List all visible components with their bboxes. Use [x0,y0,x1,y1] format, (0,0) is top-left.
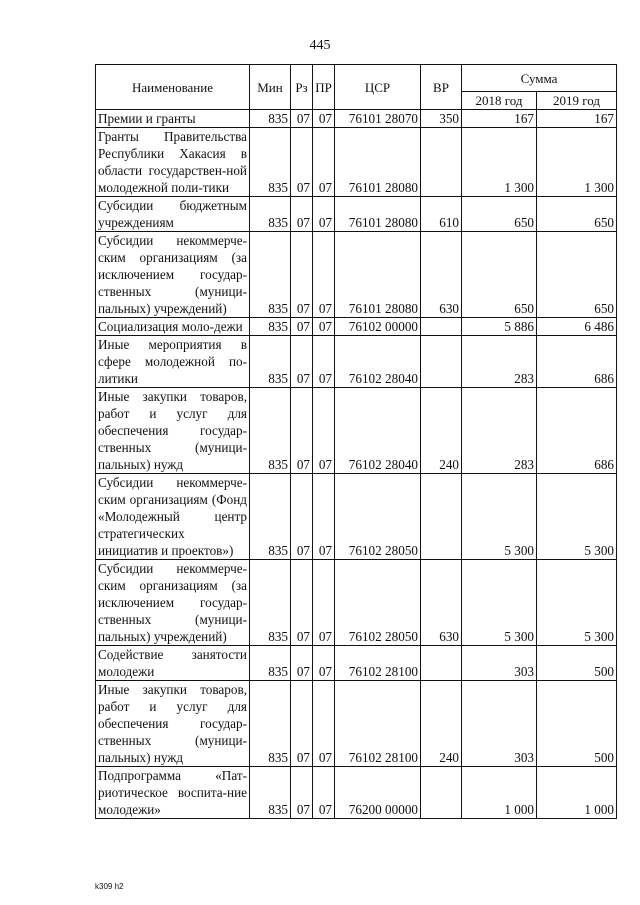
row-name: Иные закупки товаров, работ и услуг для обеспечения государ-ственных (муници-пальных) нужд [96,681,250,767]
row-2018: 283 [462,388,537,474]
row-rz: 07 [291,232,313,318]
row-pr: 07 [313,232,335,318]
row-min: 835 [250,646,291,681]
row-vr: 630 [421,560,462,646]
row-2018: 167 [462,110,537,128]
row-rz: 07 [291,197,313,232]
row-rz: 07 [291,767,313,819]
row-csr: 76102 28040 [335,388,421,474]
row-2018: 650 [462,197,537,232]
table-row [96,336,617,388]
row-vr: 630 [421,232,462,318]
row-rz: 07 [291,560,313,646]
row-rz: 07 [291,128,313,197]
row-csr: 76101 28080 [335,197,421,232]
table-row [96,128,617,197]
row-csr: 76101 28080 [335,232,421,318]
row-2018: 283 [462,336,537,388]
row-2018: 303 [462,646,537,681]
row-2018: 5 886 [462,318,537,336]
row-2018: 303 [462,681,537,767]
row-pr: 07 [313,646,335,681]
row-name: Субсидии некоммерче-ским организациям (Фонд «Молодежный центр стратегических инициатив и проектов») [96,474,250,560]
row-csr: 76101 28080 [335,128,421,197]
table-row [96,767,617,819]
row-rz: 07 [291,318,313,336]
row-vr: 610 [421,197,462,232]
header-pr: ПР [313,65,335,110]
table-row [96,197,617,232]
row-vr [421,474,462,560]
row-name: Премии и гранты [96,110,250,128]
row-min: 835 [250,560,291,646]
table-row [96,232,617,318]
row-2019: 650 [537,197,617,232]
row-min: 835 [250,128,291,197]
row-vr [421,318,462,336]
row-2019: 500 [537,646,617,681]
row-vr [421,336,462,388]
budget-table [95,64,617,819]
footer-code: k309 h2 [95,882,124,891]
row-2019: 686 [537,388,617,474]
table-row [96,474,617,560]
row-2019: 1 000 [537,767,617,819]
row-rz: 07 [291,110,313,128]
row-2019: 1 300 [537,128,617,197]
row-vr: 350 [421,110,462,128]
row-2018: 1 000 [462,767,537,819]
header-rz: Рз [291,65,313,110]
row-vr: 240 [421,681,462,767]
table-row [96,646,617,681]
row-name: Подпрограмма «Пат-риотическое воспита-ние молодежи» [96,767,250,819]
row-pr: 07 [313,110,335,128]
header-name: Наименование [96,65,250,110]
row-rz: 07 [291,646,313,681]
row-2018: 5 300 [462,474,537,560]
row-rz: 07 [291,336,313,388]
row-2018: 1 300 [462,128,537,197]
row-csr: 76102 28100 [335,681,421,767]
page-number: 445 [309,38,331,53]
row-pr: 07 [313,681,335,767]
row-2019: 650 [537,232,617,318]
row-2019: 500 [537,681,617,767]
row-name: Содействие занятости молодежи [96,646,250,681]
row-2019: 686 [537,336,617,388]
row-csr: 76102 28040 [335,336,421,388]
row-min: 835 [250,318,291,336]
row-csr: 76101 28070 [335,110,421,128]
header-2019: 2019 год [537,92,617,110]
row-csr: 76102 28050 [335,474,421,560]
row-min: 835 [250,474,291,560]
row-2018: 650 [462,232,537,318]
row-2019: 167 [537,110,617,128]
row-pr: 07 [313,388,335,474]
row-vr [421,646,462,681]
row-name: Гранты Правительства Республики Хакасия в области государствен-ной молодежной поли-тики [96,128,250,197]
table-row [96,560,617,646]
header-vr: ВР [421,65,462,110]
row-min: 835 [250,110,291,128]
row-2019: 5 300 [537,474,617,560]
row-name: Субсидии некоммерче-ским организациям (за исключением государ-ственных (муници-пальных) учреждений) [96,232,250,318]
row-pr: 07 [313,318,335,336]
header-2018: 2018 год [462,92,537,110]
row-2018: 5 300 [462,560,537,646]
row-rz: 07 [291,388,313,474]
row-min: 835 [250,681,291,767]
row-min: 835 [250,767,291,819]
row-2019: 6 486 [537,318,617,336]
row-rz: 07 [291,474,313,560]
table-row [96,388,617,474]
row-pr: 07 [313,560,335,646]
row-min: 835 [250,197,291,232]
row-min: 835 [250,336,291,388]
row-pr: 07 [313,128,335,197]
row-pr: 07 [313,197,335,232]
header-min: Мин [250,65,291,110]
row-vr: 240 [421,388,462,474]
row-csr: 76102 00000 [335,318,421,336]
row-csr: 76102 28050 [335,560,421,646]
row-name: Субсидии некоммерче-ским организациям (за исключением государ-ственных (муници-пальных) учреждений) [96,560,250,646]
row-vr [421,128,462,197]
row-2019: 5 300 [537,560,617,646]
header-csr: ЦСР [335,65,421,110]
header-sum: Сумма [462,65,617,92]
row-csr: 76200 00000 [335,767,421,819]
row-pr: 07 [313,767,335,819]
row-rz: 07 [291,681,313,767]
row-name: Социализация моло-дежи [96,318,250,336]
row-name: Субсидии бюджетным учреждениям [96,197,250,232]
row-name: Иные мероприятия в сфере молодежной по-литики [96,336,250,388]
table-row [96,681,617,767]
row-min: 835 [250,388,291,474]
table-row [96,110,617,128]
row-min: 835 [250,232,291,318]
row-pr: 07 [313,336,335,388]
row-vr [421,767,462,819]
row-csr: 76102 28100 [335,646,421,681]
row-name: Иные закупки товаров, работ и услуг для обеспечения государ-ственных (муници-пальных) нужд [96,388,250,474]
row-pr: 07 [313,474,335,560]
table-row [96,318,617,336]
